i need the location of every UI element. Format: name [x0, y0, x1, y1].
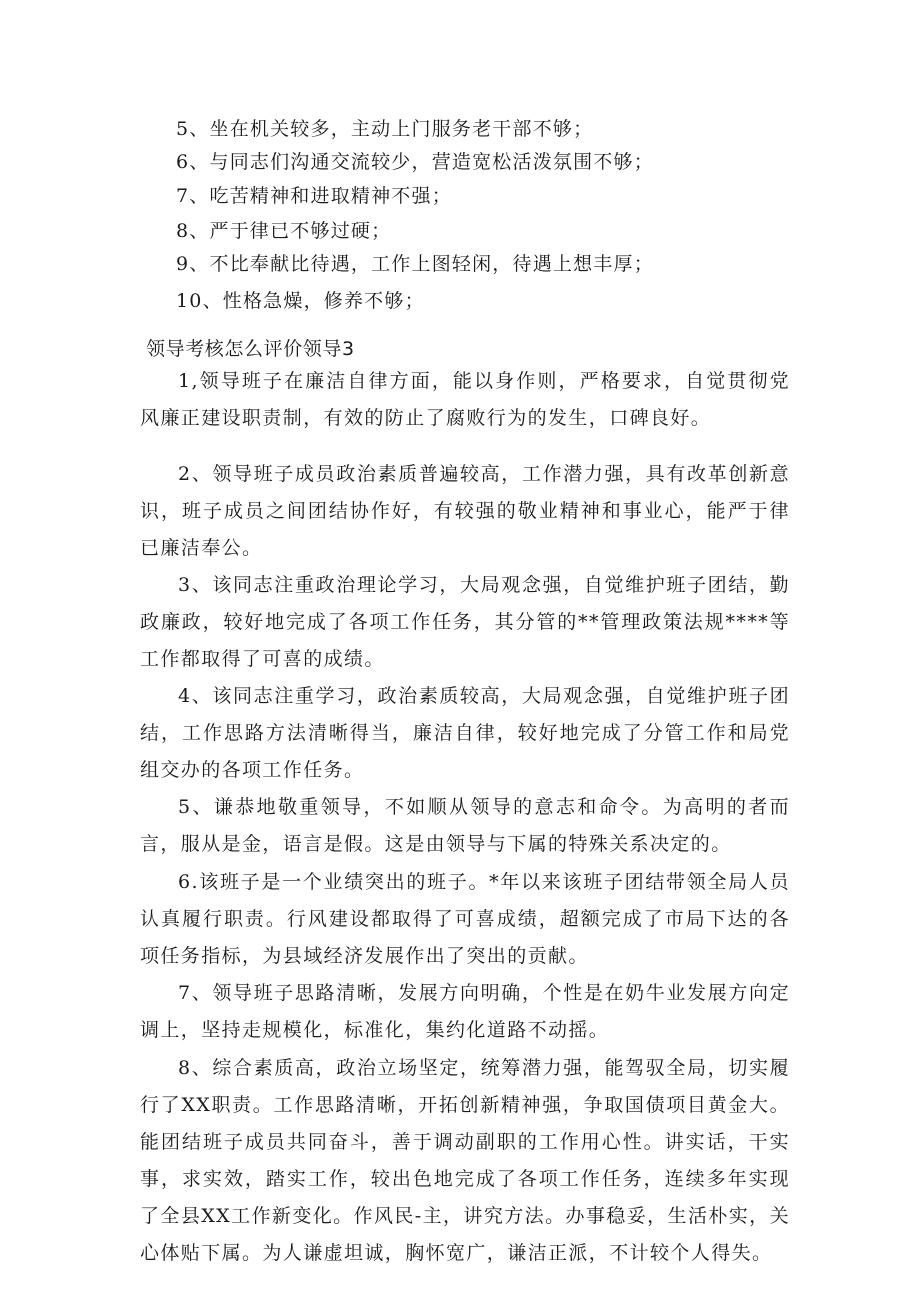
paragraph: 8、综合素质高，政治立场坚定，统筹潜力强，能驾驭全局，切实履行了XX职责。工作思路清晰，开拓创新精神强，争取国债项目黄金大。能团结班子成员共同奋斗，善于调动副职的工作用心性。讲实话，干实事，求实效，踏实工作，较出色地完成了各项工作任务，连续多年实现了全县XX工作新变化。作风民-主，讲究方法。办事稳妥，生活朴实，关心体贴下属。为人谦虚坦诚，胸怀宽广，谦洁正派，不计较个人得失。 — [140, 1057, 790, 1264]
list-item: 10、性格急燥，修养不够； — [176, 290, 425, 312]
paragraph: 1,领导班子在廉洁自律方面，能以身作则，严格要求，自觉贯彻党风廉正建设职责制，有效的防止了腐败行为的发生，口碑良好。 — [140, 370, 790, 429]
list-item: 7、吃苦精神和进取精神不强； — [176, 185, 452, 207]
paragraph: 6.该班子是一个业绩突出的班子。*年以来该班子团结带领全局人员认真履行职责。行风建设都取得了可喜成绩，超额完成了市局下达的各项任务指标，为县域经济发展作出了突出的贡献。 — [140, 871, 790, 967]
list-item: 5、坐在机关较多，主动上门服务老干部不够； — [176, 118, 594, 140]
section-heading: 领导考核怎么评价领导3 — [146, 338, 355, 360]
list-item: 6、与同志们沟通交流较少，营造宽松活泼氛围不够； — [176, 151, 654, 173]
list-item: 9、不比奉献比待遇，工作上图轻闲，待遇上想丰厚； — [176, 253, 654, 275]
paragraph: 5、谦恭地敬重领导，不如顺从领导的意志和命令。为高明的者而言，服从是金，语言是假。这是由领导与下属的特殊关系决定的。 — [140, 796, 790, 855]
list-item: 8、严于律已不够过硬； — [176, 220, 392, 242]
paragraph: 2、领导班子成员政治素质普遍较高，工作潜力强，具有改革创新意识，班子成员之间团结协作好，有较强的敬业精神和事业心，能严于律已廉洁奉公。 — [140, 463, 790, 559]
paragraph: 7、领导班子思路清晰，发展方向明确，个性是在奶牛业发展方向定调上，坚持走规模化，标准化，集约化道路不动摇。 — [140, 982, 790, 1041]
paragraph: 3、该同志注重政治理论学习，大局观念强，自觉维护班子团结，勤政廉政，较好地完成了各项工作任务，其分管的**管理政策法规****等工作都取得了可喜的成绩。 — [140, 574, 790, 670]
paragraph: 4、该同志注重学习，政治素质较高，大局观念强，自觉维护班子团结，工作思路方法清晰得当，廉洁自律，较好地完成了分管工作和局党组交办的各项工作任务。 — [140, 685, 790, 781]
